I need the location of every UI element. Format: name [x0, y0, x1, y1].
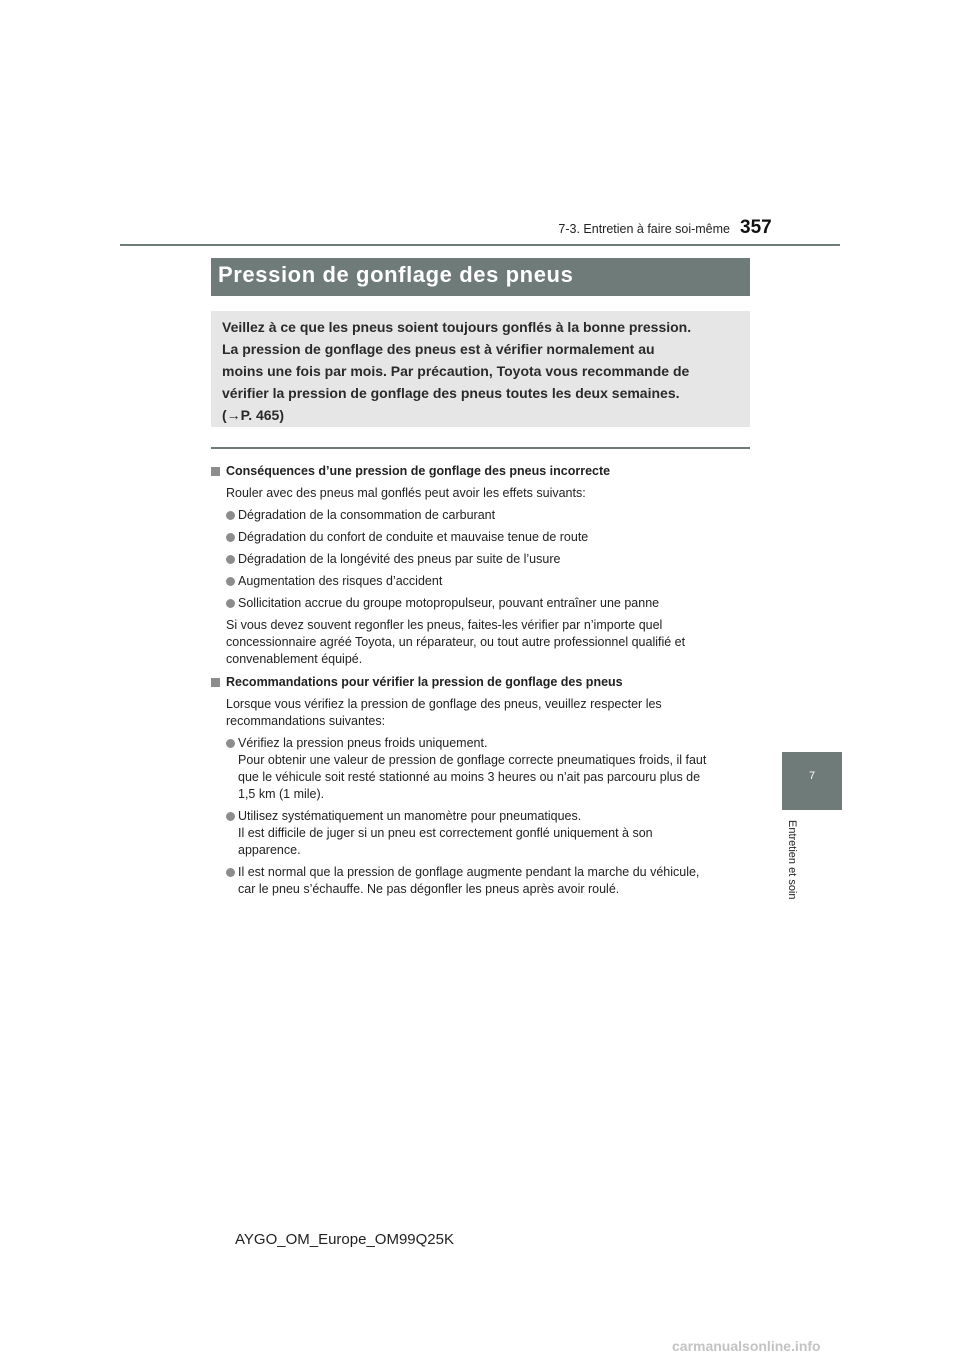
paragraph: Rouler avec des pneus mal gonflés peut avoir les effets suivants: — [226, 486, 586, 500]
intro-line: moins une fois par mois. Par précaution, Toyota vous recommande de — [222, 363, 690, 379]
body-content — [211, 457, 749, 898]
circle-bullet-icon — [226, 577, 235, 586]
list-item-line: Utilisez systématiquement un manomètre pour pneumatiques. — [238, 809, 582, 823]
subheading-text: Recommandations pour vérifier la pression de gonflage des pneus — [226, 675, 623, 689]
header-rule — [120, 244, 840, 246]
circle-bullet-icon — [226, 555, 235, 564]
circle-bullet-icon — [226, 868, 235, 877]
subheading-consequences — [211, 463, 749, 480]
circle-bullet-icon — [226, 739, 235, 748]
list-item-line: Il est difficile de juger si un pneu est correctement gonflé uniquement à son — [238, 826, 653, 840]
page-number: 357 — [740, 217, 772, 238]
list-item — [211, 808, 749, 859]
intro-line: vérifier la pression de gonflage des pneus toutes les deux semaines. — [222, 385, 680, 401]
square-bullet-icon — [211, 467, 220, 476]
square-bullet-icon — [211, 678, 220, 687]
list-item-line: que le véhicule soit resté stationné au moins 3 heures ou n’ait pas parcouru plus de — [238, 770, 701, 784]
subheading-recommendations — [211, 674, 749, 691]
list-item — [211, 595, 749, 612]
list-item-line: Pour obtenir une valeur de pression de gonflage correcte pneumatiques froids, il faut — [238, 753, 707, 767]
list-item-line: car le pneu s’échauffe. Ne pas dégonfler les pneus après avoir roulé. — [238, 882, 620, 896]
list-item — [211, 551, 749, 568]
chapter-label-text: Entretien et soin — [786, 820, 798, 900]
list-item-line: apparence. — [238, 843, 301, 857]
paragraph — [211, 617, 749, 668]
list-item-text: Sollicitation accrue du groupe motopropulseur, pouvant entraîner une panne — [238, 596, 660, 610]
circle-bullet-icon — [226, 812, 235, 821]
page-reference-link[interactable]: (→P. 465) — [222, 407, 284, 423]
paragraph-line: concessionnaire agréé Toyota, un réparateur, ou tout autre professionnel qualifié et — [226, 635, 686, 649]
watermark: carmanualsonline.info — [672, 1338, 821, 1354]
section-divider — [211, 447, 750, 449]
intro-line: La pression de gonflage des pneus est à vérifier normalement au — [222, 341, 655, 357]
list-item-line: Il est normal que la pression de gonflage augmente pendant la marche du véhicule, — [238, 865, 700, 879]
paragraph-line: convenablement équipé. — [226, 652, 363, 666]
paragraph — [211, 696, 749, 730]
document-code: AYGO_OM_Europe_OM99Q25K — [235, 1231, 454, 1248]
running-header: 7-3. Entretien à faire soi-même — [558, 222, 730, 236]
list-item-text: Dégradation de la consommation de carburant — [238, 508, 496, 522]
paragraph-line: recommandations suivantes: — [226, 714, 386, 728]
list-item — [211, 529, 749, 546]
list-item-text: Dégradation de la longévité des pneus par suite de l’usure — [238, 552, 561, 566]
paragraph-line: Si vous devez souvent regonfler les pneus, faites-les vérifier par n’importe quel — [226, 618, 663, 632]
circle-bullet-icon — [226, 599, 235, 608]
section-title: Pression de gonflage des pneus — [218, 262, 574, 287]
list-item — [211, 573, 749, 590]
list-item-text: Augmentation des risques d’accident — [238, 574, 443, 588]
circle-bullet-icon — [226, 511, 235, 520]
intro-line: Veillez à ce que les pneus soient toujours gonflés à la bonne pression. — [222, 319, 692, 335]
list-item — [211, 735, 749, 803]
list-item-line: Vérifiez la pression pneus froids uniquement. — [238, 736, 488, 750]
list-item-line: 1,5 km (1 mile). — [238, 787, 325, 801]
list-item-text: Dégradation du confort de conduite et mauvaise tenue de route — [238, 530, 589, 544]
paragraph-line: Lorsque vous vérifiez la pression de gonflage des pneus, veuillez respecter les — [226, 697, 662, 711]
circle-bullet-icon — [226, 533, 235, 542]
list-item — [211, 507, 749, 524]
chapter-number: 7 — [808, 770, 816, 782]
chapter-label — [784, 820, 798, 920]
intro-text — [222, 316, 739, 426]
subheading-text: Conséquences d’une pression de gonflage des pneus incorrecte — [226, 464, 611, 478]
list-item — [211, 864, 749, 898]
